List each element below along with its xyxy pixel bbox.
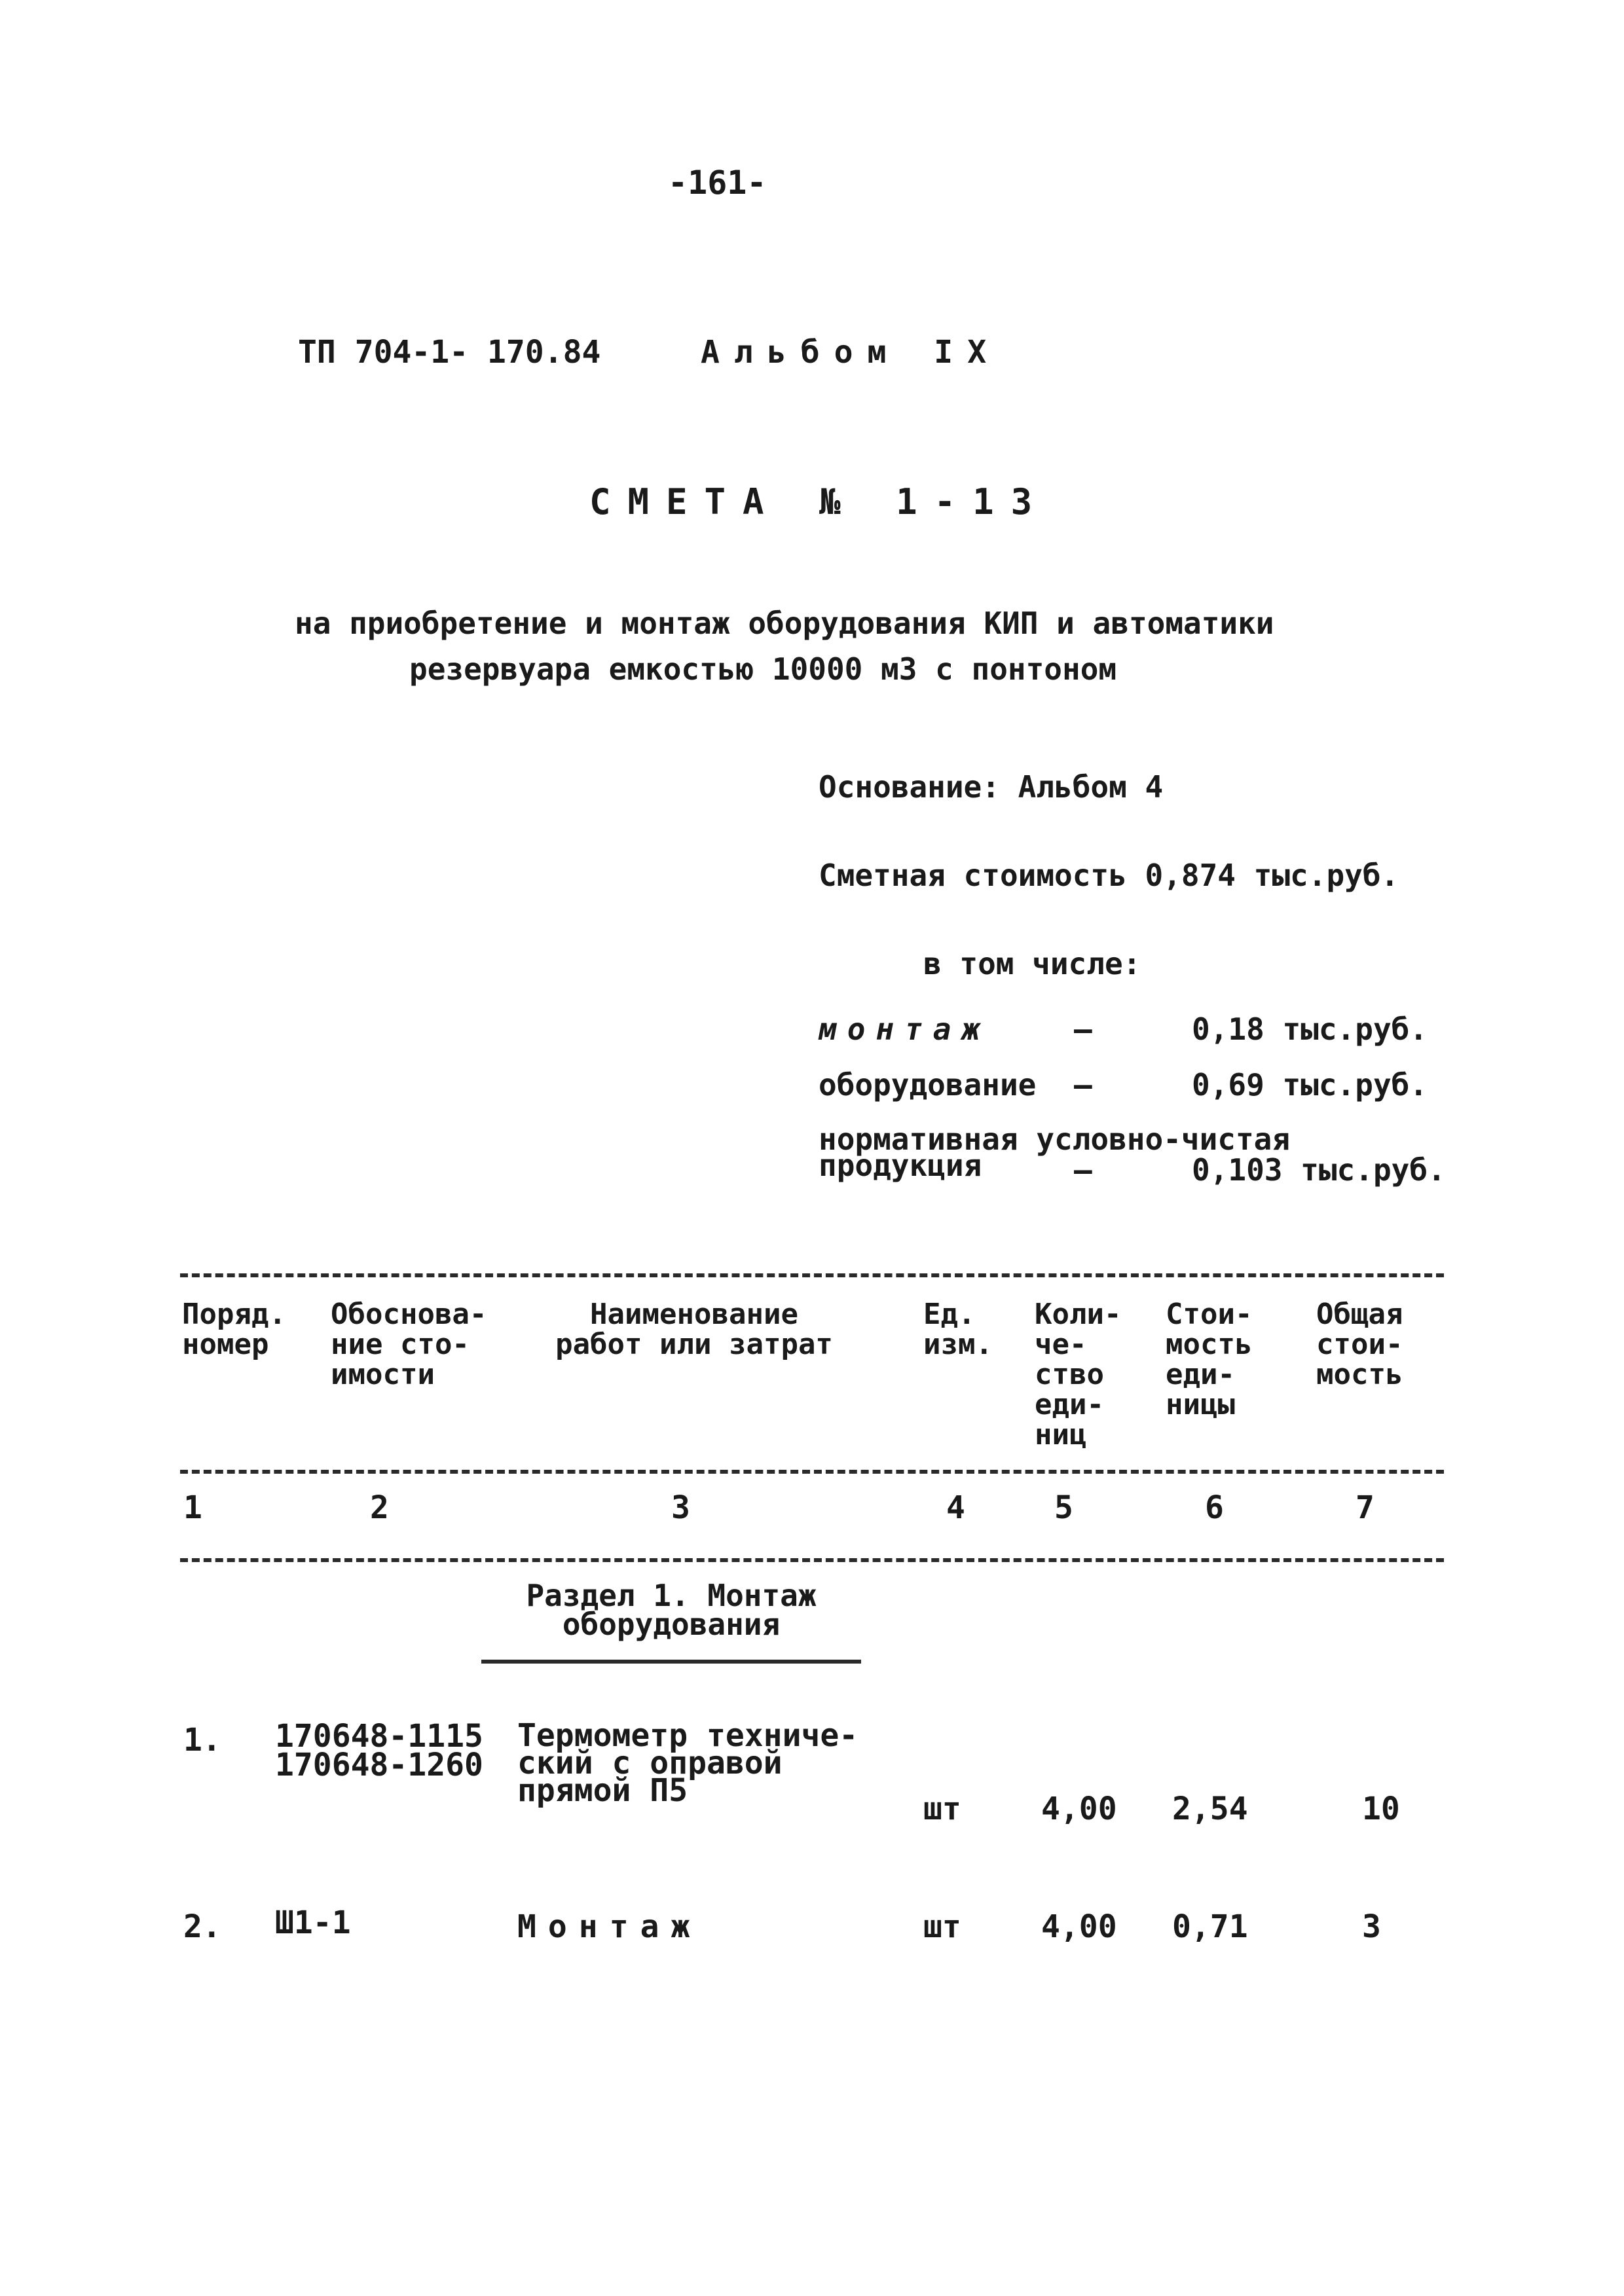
column-header-name: Наименование работ или затрат — [555, 1298, 833, 1361]
estimate-subtitle-line1: на приобретение и монтаж оборудования КИП и автоматики — [295, 606, 1274, 641]
cost-breakdown-dash: – — [1074, 1011, 1092, 1047]
including-label: в том числе: — [923, 946, 1141, 981]
row-name: Монтаж — [517, 1908, 702, 1945]
cost-breakdown-value: 0,18 тыс.руб. — [1192, 1011, 1428, 1047]
album-label: Альбом IX — [701, 334, 1001, 371]
column-header-total-cost: Общая стои- мость — [1316, 1298, 1403, 1391]
row-unit: шт — [923, 1908, 961, 1945]
column-header-basis: Обоснова- ние сто- имости — [331, 1298, 487, 1391]
column-number: 5 — [1054, 1489, 1073, 1526]
row-total-cost: 10 — [1362, 1791, 1400, 1827]
column-number: 1 — [183, 1489, 202, 1526]
row-number: 1. — [183, 1722, 221, 1758]
row-number: 2. — [183, 1908, 221, 1945]
cost-breakdown-value: 0,69 тыс.руб. — [1192, 1067, 1428, 1102]
row-basis: Ш1-1 — [275, 1904, 351, 1941]
row-quantity: 4,00 — [1041, 1791, 1117, 1827]
row-unit-cost: 2,54 — [1172, 1791, 1248, 1827]
column-number: 4 — [946, 1489, 965, 1526]
cost-breakdown-value: 0,103 тыс.руб. — [1192, 1152, 1446, 1188]
row-total-cost: 3 — [1362, 1908, 1381, 1945]
column-header-unit: Ед. изм. — [923, 1298, 993, 1361]
basis-text: Основание: Альбом 4 — [819, 769, 1164, 805]
section-underline — [481, 1660, 861, 1664]
row-name: Термометр техниче- ский с оправой прямой П5 — [517, 1717, 858, 1809]
column-number: 3 — [671, 1489, 690, 1526]
cost-breakdown-label: оборудование — [819, 1067, 1037, 1102]
row-unit-cost: 0,71 — [1172, 1908, 1248, 1945]
header-bottom-rule — [180, 1470, 1444, 1474]
cost-breakdown-dash: – — [1074, 1067, 1092, 1102]
estimate-subtitle-line2: резервуара емкостью 10000 м3 с понтоном — [409, 651, 1117, 687]
section-title: Раздел 1. Монтаж оборудования — [526, 1578, 817, 1642]
row-unit: шт — [923, 1791, 961, 1827]
column-header-quantity: Коли- че- ство еди- ниц — [1035, 1298, 1122, 1451]
estimated-cost: Сметная стоимость 0,874 тыс.руб. — [819, 858, 1399, 893]
page-number: -161- — [668, 164, 767, 202]
estimate-title: СМЕТА № 1-13 — [589, 481, 1050, 522]
cost-breakdown-label: нормативная условно-чистая продукция — [819, 1121, 1291, 1183]
column-number: 6 — [1205, 1489, 1224, 1526]
project-code: ТП 704-1- 170.84 — [298, 334, 601, 371]
row-basis: 170648-1115 170648-1260 — [275, 1718, 483, 1783]
row-quantity: 4,00 — [1041, 1908, 1117, 1945]
column-number: 2 — [370, 1489, 389, 1526]
column-header-order: Поряд. номер — [182, 1298, 286, 1361]
column-number: 7 — [1356, 1489, 1375, 1526]
table-top-rule — [180, 1273, 1444, 1277]
cost-breakdown-label: монтаж — [819, 1011, 991, 1047]
cost-breakdown-dash: – — [1074, 1152, 1092, 1188]
column-number-rule — [180, 1558, 1444, 1562]
column-header-unit-cost: Стои- мость еди- ницы — [1166, 1298, 1253, 1421]
